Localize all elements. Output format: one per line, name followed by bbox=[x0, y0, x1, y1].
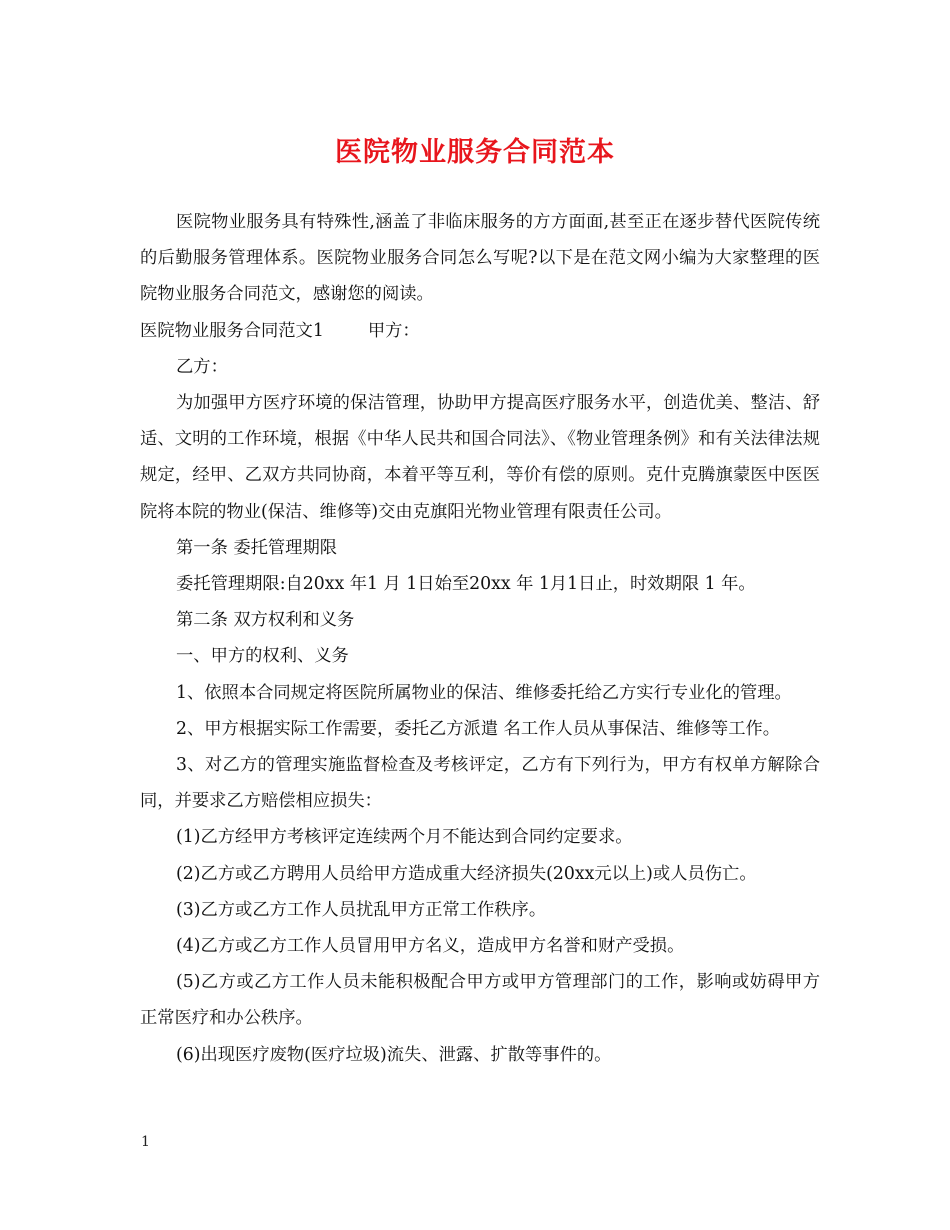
sub-item-2: (2)乙方或乙方聘用人员给甲方造成重大经济损失(20xx元以上)或人员伤亡。 bbox=[176, 863, 757, 884]
article-2-title: 第二条 双方权利和义务 bbox=[176, 610, 355, 631]
document-body bbox=[140, 204, 820, 1073]
article-1-body: 委托管理期限:自20xx 年1 月 1日始至20xx 年 1月1日止，时效期限 1 年。 bbox=[176, 574, 756, 595]
sub-item-5: (5)乙方或乙方工作人员未能积极配合甲方或甲方管理部门的工作，影响或妨碍甲方正常医疗和办公秩序。 bbox=[140, 972, 820, 1029]
sub-item-1: (1)乙方经甲方考核评定连续两个月不能达到合同约定要求。 bbox=[176, 827, 633, 848]
sub-item-6: (6)出现医疗废物(医疗垃圾)流失、泄露、扩散等事件的。 bbox=[176, 1044, 612, 1065]
preamble-paragraph: 为加强甲方医疗环境的保洁管理，协助甲方提高医疗服务水平，创造优美、整洁、舒适、文明的工作环境，根据《中华人民共和国合同法》、《物业管理条例》和有关法律法规规定，经甲、乙双方共同协商，本着平等互利，等价有偿的原则。克什克腾旗蒙医中医医院将本院的物业(保洁、维修等)交由克旗阳光物业管理有限责任公司。 bbox=[140, 393, 820, 522]
sub-item-3: (3)乙方或乙方工作人员扰乱甲方正常工作秩序。 bbox=[176, 899, 547, 920]
party-b-label: 乙方： bbox=[176, 356, 228, 377]
article-1-title: 第一条 委托管理期限 bbox=[176, 537, 338, 558]
item-3: 3、对乙方的管理实施监督检查及考核评定，乙方有下列行为，甲方有权单方解除合同，并要求乙方赔偿相应损失： bbox=[140, 755, 820, 812]
sample-heading-line bbox=[140, 313, 820, 349]
item-1: 1、依照本合同规定将医院所属物业的保洁、维修委托给乙方实行专业化的管理。 bbox=[176, 682, 792, 703]
sample-heading: 医院物业服务合同范文1 bbox=[140, 320, 324, 341]
item-2: 2、甲方根据实际工作需要，委托乙方派遣 名工作人员从事保洁、维修等工作。 bbox=[176, 718, 781, 739]
page-number: 1 bbox=[141, 1134, 150, 1150]
party-a-label: 甲方： bbox=[367, 320, 420, 341]
section-1-title: 一、甲方的权利、义务 bbox=[176, 646, 349, 667]
intro-paragraph: 医院物业服务具有特殊性,涵盖了非临床服务的方方面面,甚至正在逐步替代医院传统的后勤服务管理体系。医院物业服务合同怎么写呢?以下是在范文网小编为大家整理的医院物业服务合同范文，感谢您的阅读。 bbox=[140, 212, 820, 305]
sub-item-4: (4)乙方或乙方工作人员冒用甲方名义，造成甲方名誉和财产受损。 bbox=[176, 936, 685, 957]
document-title: 医院物业服务合同范本 bbox=[335, 137, 615, 168]
